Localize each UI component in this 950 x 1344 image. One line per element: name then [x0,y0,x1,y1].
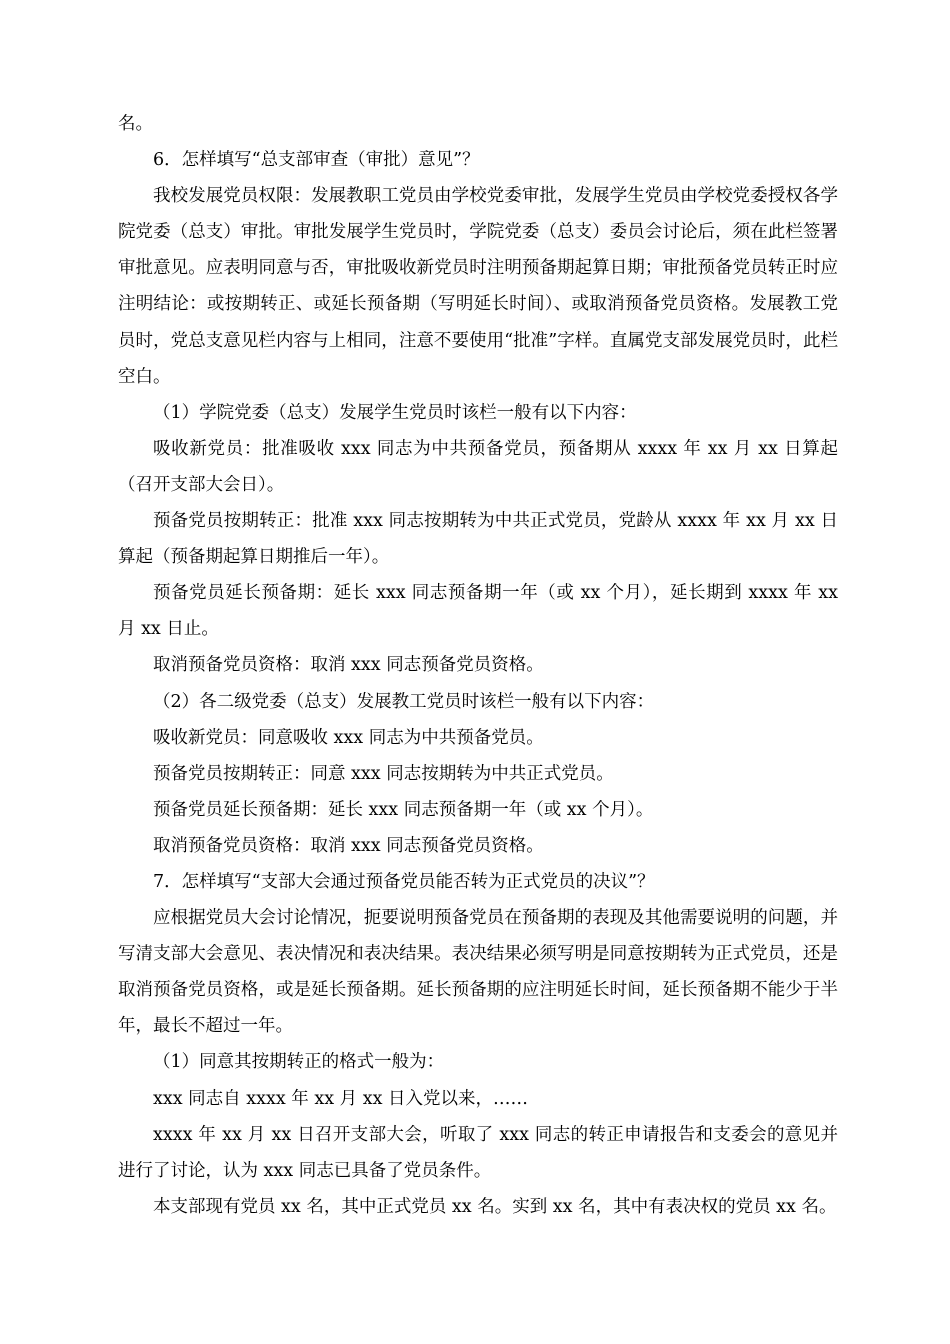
paragraph-student-regularize: 预备党员按期转正：批准 xxx 同志按期转为中共正式党员，党龄从 xxxx 年 xx 月 xx 日算起（预备期起算日期推后一年）。 [118,511,838,568]
heading-question-6: 6．怎样填写“总支部审查（审批）意见”？ [153,150,480,171]
paragraph-staff-extend: 预备党员延长预备期：延长 xxx 同志预备期一年（或 xx 个月）。 [153,799,654,820]
paragraph-student-extend: 预备党员延长预备期：延长 xxx 同志预备期一年（或 xx 个月），延长期到 xxxx 年 xx 月 xx 日止。 [118,583,838,640]
paragraph-format-line-1: xxx 同志自 xxxx 年 xx 月 xx 日入党以来，…… [153,1088,529,1109]
paragraph-student-admit: 吸收新党员：批准吸收 xxx 同志为中共预备党员，预备期从 xxxx 年 xx 月 xx 日算起（召开支部大会日）。 [118,438,838,495]
paragraph-staff-admit: 吸收新党员：同意吸收 xxx 同志为中共预备党员。 [153,727,544,748]
paragraph-staff-regularize: 预备党员按期转正：同意 xxx 同志按期转为中共正式党员。 [153,763,614,784]
paragraph-resolution-guidance: 应根据党员大会讨论情况，扼要说明预备党员在预备期的表现及其他需要说明的问题，并写清支部大会意见、表决情况和表决结果。表决结果必须写明是同意按期转为正式党员，还是取消预备党员资格，或是延长预备期。延长预备期的应注明延长时间，延长预备期不能少于半年，最长不超过一年。 [118,908,838,1037]
subheading-staff-members: （2）各二级党委（总支）发展教工党员时该栏一般有以下内容： [153,691,655,712]
paragraph-format-line-2: xxxx 年 xx 月 xx 日召开支部大会，听取了 xxx 同志的转正申请报告和支委会的意见并进行了讨论，认为 xxx 同志已具备了党员条件。 [118,1124,838,1181]
paragraph-student-cancel: 取消预备党员资格：取消 xxx 同志预备党员资格。 [153,655,544,676]
paragraph-staff-cancel: 取消预备党员资格：取消 xxx 同志预备党员资格。 [153,835,544,856]
paragraph-approval-authority: 我校发展党员权限：发展教职工党员由学校党委审批，发展学生党员由学校党委授权各学院党委（总支）审批。审批发展学生党员时，学院党委（总支）委员会讨论后，须在此栏签署审批意见。应表明同意与否，审批吸收新党员时注明预备期起算日期；审批预备党员转正时应注明结论：或按期转正、或延长预备期（写明延长时间）、或取消预备党员资格。发展教工党员时，党总支意见栏内容与上相同，注意不要使用“批准”字样。直属党支部发展党员时，此栏空白。 [118,186,838,387]
subheading-regular-format: （1）同意其按期转正的格式一般为： [153,1052,445,1073]
subheading-student-members: （1）学院党委（总支）发展学生党员时该栏一般有以下内容： [153,402,637,423]
paragraph-continuation: 名。 [118,114,153,134]
heading-question-7: 7．怎样填写“支部大会通过预备党员能否转为正式党员的决议”？ [153,871,655,892]
document-body [118,106,838,1225]
paragraph-format-line-3: 本支部现有党员 xx 名，其中正式党员 xx 名。实到 xx 名，其中有表决权的党员 xx 名。 [153,1196,837,1217]
